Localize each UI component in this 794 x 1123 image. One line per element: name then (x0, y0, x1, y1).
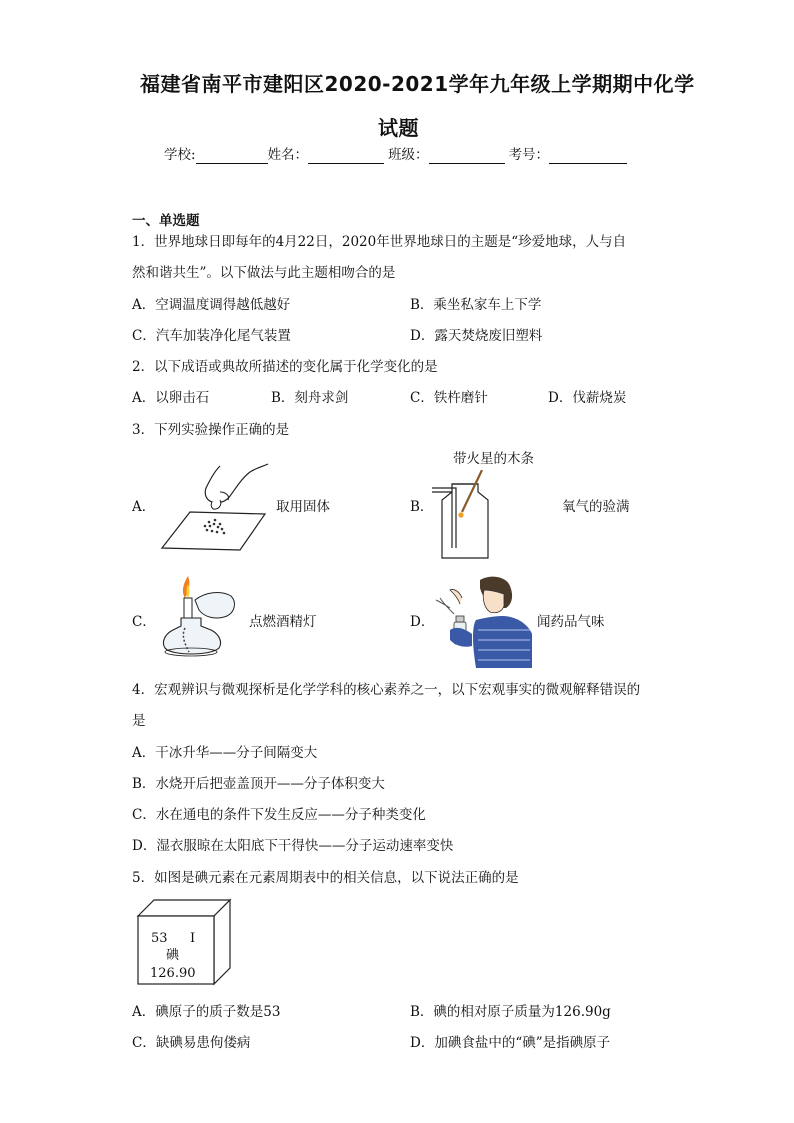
class-blank[interactable] (429, 149, 505, 164)
q3-stem: 3．下列实验操作正确的是 (132, 422, 290, 438)
q4-option-d[interactable]: D．湿衣服晾在太阳底下干得快——分子运动速率变快 (132, 838, 454, 854)
q2-stem: 2．以下成语或典故所描述的变化属于化学变化的是 (132, 359, 438, 375)
element-symbol: I (190, 931, 196, 946)
q1-option-c[interactable]: C．汽车加装净化尾气装置 (132, 328, 291, 344)
q2-option-a[interactable]: A．以卵击石 (132, 390, 210, 406)
q5-option-b[interactable]: B．碘的相对原子质量为126.90g (410, 1004, 611, 1020)
class-label: 班级： (388, 147, 429, 163)
name-label: 姓名： (267, 147, 309, 163)
q3-option-b-caption: 带火星的木条 (453, 451, 534, 467)
q2-option-b[interactable]: B．刻舟求剑 (271, 390, 349, 406)
q1-option-a[interactable]: A．空调温度调得越低越好 (132, 297, 291, 313)
solid-taking-figure (160, 462, 270, 552)
q3-option-b-label[interactable]: B． (410, 499, 434, 515)
q4-option-a[interactable]: A．干冰升华——分子间隔变大 (132, 745, 318, 761)
q3-option-d-text: 闻药品气味 (537, 614, 605, 630)
q4-option-c[interactable]: C．水在通电的条件下发生反应——分子种类变化 (132, 807, 426, 823)
page-title: 福建省南平市建阳区2020-2021学年九年级上学期期中化学 (140, 72, 695, 96)
school-blank[interactable] (196, 149, 268, 164)
element-name: 碘 (166, 948, 180, 963)
number-blank[interactable] (549, 149, 627, 164)
oxygen-test-figure (430, 470, 500, 562)
name-blank[interactable] (308, 149, 384, 164)
q3-option-d-label[interactable]: D． (410, 614, 435, 630)
school-label: 学校: (164, 147, 196, 163)
q1-option-d[interactable]: D．露天焚烧废旧塑料 (410, 328, 543, 344)
q1-stem-line1: 1．世界地球日即每年的4月22日，2020年世界地球日的主题是“珍爱地球，人与自 (132, 234, 627, 250)
q5-option-a[interactable]: A．碘原子的质子数是53 (132, 1004, 281, 1020)
q3-option-a-text: 取用固体 (276, 499, 330, 515)
q1-option-b[interactable]: B．乘坐私家车上下学 (410, 297, 542, 313)
q3-option-a-label[interactable]: A． (132, 499, 156, 515)
q4-stem-line2: 是 (132, 713, 146, 729)
number-label: 考号： (508, 147, 550, 163)
q2-option-d[interactable]: D．伐薪烧炭 (548, 390, 627, 406)
q2-option-c[interactable]: C．铁杵磨针 (410, 390, 488, 406)
element-atomic-number: 53 (151, 931, 168, 946)
q3-option-c-label[interactable]: C． (132, 614, 156, 630)
alcohol-lamp-figure (155, 574, 245, 664)
page-title-line2: 试题 (378, 116, 419, 140)
q3-option-c-text: 点燃酒精灯 (249, 614, 317, 630)
q1-stem-line2: 然和谐共生”。以下做法与此主题相吻合的是 (132, 265, 396, 281)
q5-stem: 5．如图是碘元素在元素周期表中的相关信息，以下说法正确的是 (132, 870, 519, 886)
info-line (164, 146, 627, 164)
q4-option-b[interactable]: B．水烧开后把壶盖顶开——分子体积变大 (132, 776, 385, 792)
q5-option-d[interactable]: D．加碘食盐中的“碘”是指碘原子 (410, 1035, 611, 1051)
q3-option-b-text: 氧气的验满 (562, 499, 630, 515)
q4-stem-line1: 4．宏观辨识与微观探析是化学学科的核心素养之一，以下宏观事实的微观解释错误的 (132, 682, 641, 698)
section-header: 一、单选题 (132, 213, 200, 229)
smelling-figure (432, 574, 532, 670)
q5-option-c[interactable]: C．缺碘易患佝偻病 (132, 1035, 251, 1051)
element-mass: 126.90 (150, 966, 196, 981)
